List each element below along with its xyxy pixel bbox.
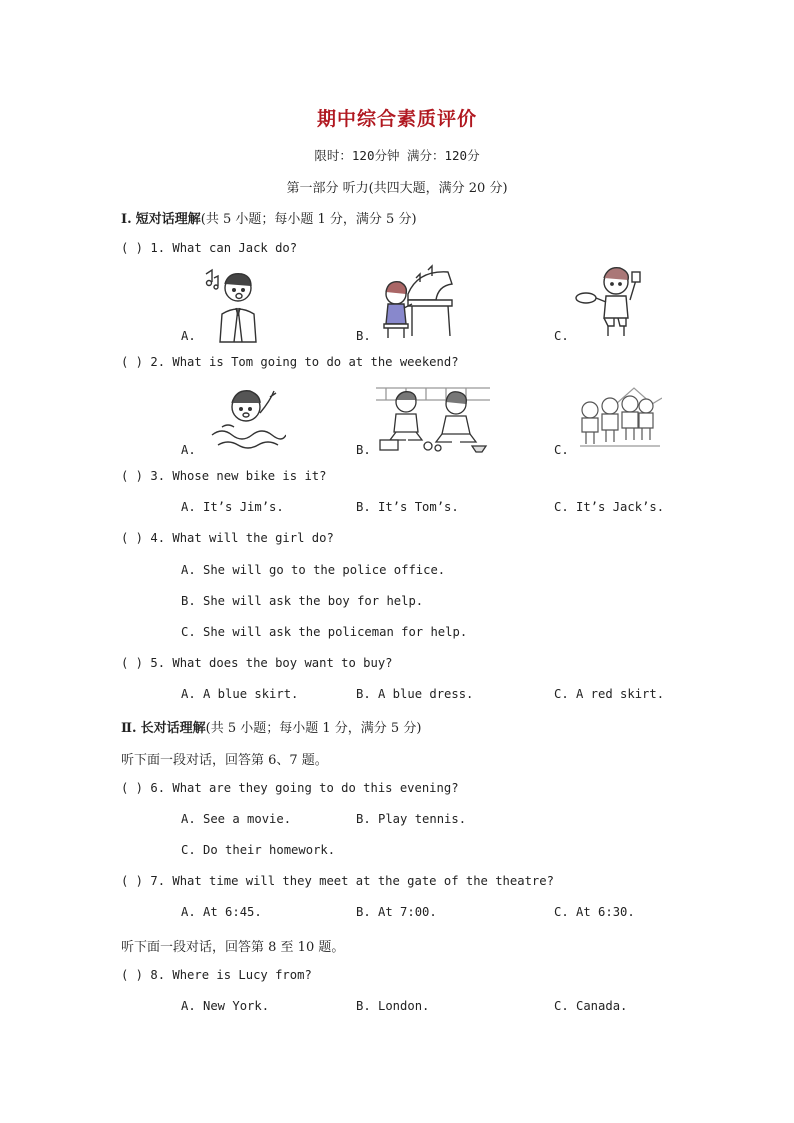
option-7c[interactable]: C. At 6:30. bbox=[554, 905, 635, 919]
part-heading: 第一部分 听力(共四大题，满分 20 分) bbox=[286, 181, 508, 196]
option-4b[interactable]: B. She will ask the boy for help. bbox=[181, 594, 424, 608]
answer-bracket[interactable]: ( ) bbox=[121, 531, 144, 545]
piano-player-icon bbox=[378, 264, 458, 344]
question-6 bbox=[121, 781, 459, 795]
option-1a[interactable]: A. bbox=[181, 329, 196, 343]
option-5b[interactable]: B. A blue dress. bbox=[356, 687, 474, 701]
answer-bracket[interactable]: ( ) bbox=[121, 241, 144, 255]
section-2-heading bbox=[121, 717, 421, 736]
question-text: 4. What will the girl do? bbox=[150, 531, 334, 545]
answer-bracket[interactable]: ( ) bbox=[121, 469, 144, 483]
section-1-title: 短对话理解 bbox=[135, 212, 201, 227]
option-2c[interactable]: C. bbox=[554, 443, 569, 457]
question-text: 6. What are they going to do this evening? bbox=[150, 781, 459, 795]
section-1-number: I. bbox=[121, 212, 132, 227]
option-7b[interactable]: B. At 7:00. bbox=[356, 905, 437, 919]
option-7a[interactable]: A. At 6:45. bbox=[181, 905, 262, 919]
section-2-title: 长对话理解 bbox=[140, 721, 206, 736]
option-4c[interactable]: C. She will ask the policeman for help. bbox=[181, 625, 468, 639]
singing-boy-icon bbox=[198, 264, 268, 344]
question-text: 1. What can Jack do? bbox=[150, 241, 298, 255]
dialog-2-instruction: 听下面一段对话，回答第 8 至 10 题。 bbox=[121, 940, 345, 955]
question-2 bbox=[121, 355, 459, 369]
section-1-note: (共 5 小题；每小题 1 分，满分 5 分) bbox=[200, 212, 417, 227]
option-6a[interactable]: A. See a movie. bbox=[181, 812, 292, 826]
picnic-kids-icon bbox=[376, 380, 490, 456]
hiking-kids-icon bbox=[576, 384, 662, 450]
exam-meta: 限时：120分钟 满分：120分 bbox=[314, 148, 480, 163]
answer-bracket[interactable]: ( ) bbox=[121, 968, 144, 982]
page-title: 期中综合素质评价 bbox=[316, 108, 477, 130]
option-1c[interactable]: C. bbox=[554, 329, 569, 343]
option-3a[interactable]: A. It’s Jim’s. bbox=[181, 500, 284, 514]
option-4a[interactable]: A. She will go to the police office. bbox=[181, 563, 446, 577]
question-4 bbox=[121, 531, 334, 545]
section-1-heading bbox=[121, 208, 417, 227]
option-2b[interactable]: B. bbox=[356, 443, 371, 457]
option-1b[interactable]: B. bbox=[356, 329, 371, 343]
answer-bracket[interactable]: ( ) bbox=[121, 874, 144, 888]
question-5 bbox=[121, 656, 393, 670]
section-2-note: (共 5 小题；每小题 1 分，满分 5 分) bbox=[205, 721, 422, 736]
answer-bracket[interactable]: ( ) bbox=[121, 656, 144, 670]
question-text: 3. Whose new bike is it? bbox=[150, 469, 327, 483]
section-2-number: Ⅱ. bbox=[121, 721, 137, 736]
option-6c[interactable]: C. Do their homework. bbox=[181, 843, 336, 857]
option-3b[interactable]: B. It’s Tom’s. bbox=[356, 500, 459, 514]
question-7 bbox=[121, 874, 554, 888]
question-1 bbox=[121, 241, 297, 255]
swimming-boy-icon bbox=[208, 383, 286, 453]
option-8a[interactable]: A. New York. bbox=[181, 999, 270, 1013]
option-8b[interactable]: B. London. bbox=[356, 999, 430, 1013]
option-8c[interactable]: C. Canada. bbox=[554, 999, 628, 1013]
option-5c[interactable]: C. A red skirt. bbox=[554, 687, 665, 701]
dialog-1-instruction: 听下面一段对话，回答第 6、7 题。 bbox=[121, 753, 328, 768]
question-text: 5. What does the boy want to buy? bbox=[150, 656, 393, 670]
option-3c[interactable]: C. It’s Jack’s. bbox=[554, 500, 665, 514]
question-text: 8. Where is Lucy from? bbox=[150, 968, 312, 982]
question-text: 2. What is Tom going to do at the weekend? bbox=[150, 355, 459, 369]
answer-bracket[interactable]: ( ) bbox=[121, 355, 144, 369]
cooking-boy-icon bbox=[574, 264, 644, 342]
question-text: 7. What time will they meet at the gate of the theatre? bbox=[150, 874, 554, 888]
option-6b[interactable]: B. Play tennis. bbox=[356, 812, 467, 826]
question-3 bbox=[121, 469, 326, 483]
option-2a[interactable]: A. bbox=[181, 443, 196, 457]
option-5a[interactable]: A. A blue skirt. bbox=[181, 687, 299, 701]
answer-bracket[interactable]: ( ) bbox=[121, 781, 144, 795]
question-8 bbox=[121, 968, 312, 982]
